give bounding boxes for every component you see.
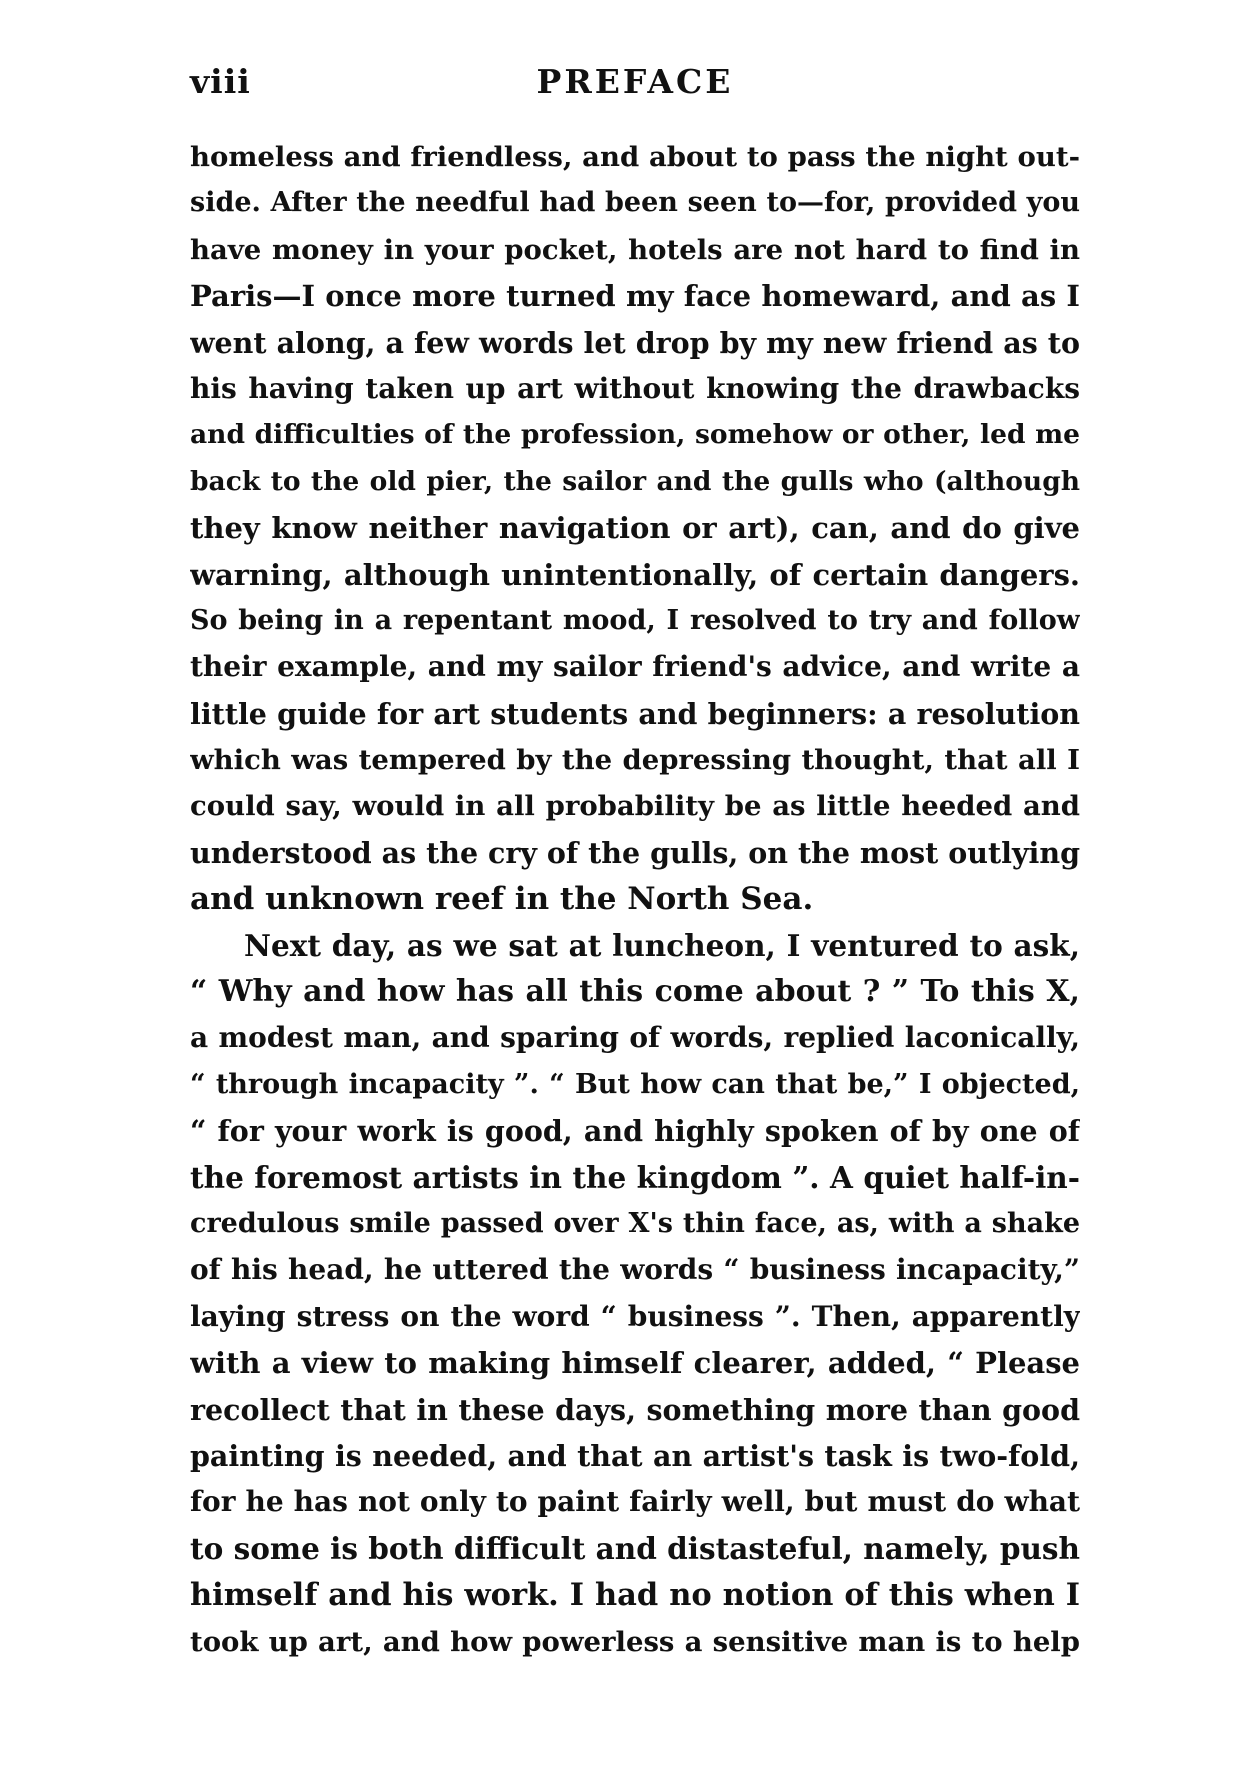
- text-line: himself and his work. I had no notion of this when I: [190, 1577, 1080, 1614]
- text-line: little guide for art students and beginners: a resolution: [190, 696, 1080, 731]
- text-line: their example, and my sailor friend's advice, and write a: [190, 650, 1080, 684]
- text-line: laying stress on the word “ business ”. Then, apparently: [190, 1299, 1080, 1333]
- text-line: “ through incapacity ”. “ But how can that be,” I objected,: [190, 1068, 1080, 1100]
- text-line: and difficulties of the profession, somehow or other, led me: [190, 419, 1080, 451]
- text-line: side. After the needful had been seen to—for, provided you: [190, 187, 1080, 219]
- text-line: “ Why and how has all this come about ? ” To this X,: [190, 974, 1080, 1010]
- running-title: PREFACE: [536, 62, 734, 101]
- text-line: Paris—I once more turned my face homeward, and as I: [190, 279, 1080, 314]
- text-line: warning, although unintentionally, of certain dangers.: [190, 557, 1080, 592]
- preface-text: [190, 134, 1080, 1665]
- text-line: understood as the cry of the gulls, on the most outlying: [190, 835, 1080, 870]
- text-line: went along, a few words let drop by my new friend as to: [190, 325, 1080, 360]
- text-line: which was tempered by the depressing thought, that all I: [190, 744, 1080, 777]
- text-line: could say, would in all probability be as little heeded and: [190, 790, 1080, 823]
- text-line: with a view to making himself clearer, added, “ Please: [190, 1346, 1080, 1381]
- paragraph-start-line: Next day, as we sat at luncheon, I ventured to ask,: [244, 927, 1080, 963]
- text-line: took up art, and how powerless a sensitive man is to help: [190, 1625, 1080, 1658]
- running-head: [190, 62, 1080, 112]
- text-line: homeless and friendless, and about to pass the night out-: [190, 141, 1080, 173]
- text-line: the foremost artists in the kingdom ”. A quiet half-in-: [190, 1159, 1080, 1195]
- text-line: “ for your work is good, and highly spoken of by one of: [190, 1114, 1080, 1149]
- text-line: a modest man, and sparing of words, replied laconically,: [190, 1021, 1080, 1055]
- text-line: back to the old pier, the sailor and the gulls who (although: [190, 465, 1080, 497]
- page-number: viii: [190, 62, 251, 101]
- paragraph-end-line: and unknown reef in the North Sea.: [190, 881, 814, 918]
- text-line: painting is needed, and that an artist's task is two-fold,: [190, 1438, 1080, 1473]
- text-line: of his head, he uttered the words “ business incapacity,”: [190, 1253, 1080, 1287]
- text-line: to some is both difficult and distasteful, namely, push: [190, 1530, 1080, 1566]
- text-line: they know neither navigation or art), can, and do give: [190, 511, 1080, 546]
- text-line: have money in your pocket, hotels are not hard to find in: [190, 233, 1080, 266]
- text-line: credulous smile passed over X's thin face, as, with a shake: [190, 1207, 1080, 1239]
- text-line: for he has not only to paint fairly well, but must do what: [190, 1485, 1080, 1519]
- text-line: recollect that in these days, something more than good: [190, 1392, 1080, 1427]
- text-line: his having taken up art without knowing the drawbacks: [190, 371, 1080, 405]
- text-line: So being in a repentant mood, I resolved to try and follow: [190, 604, 1080, 636]
